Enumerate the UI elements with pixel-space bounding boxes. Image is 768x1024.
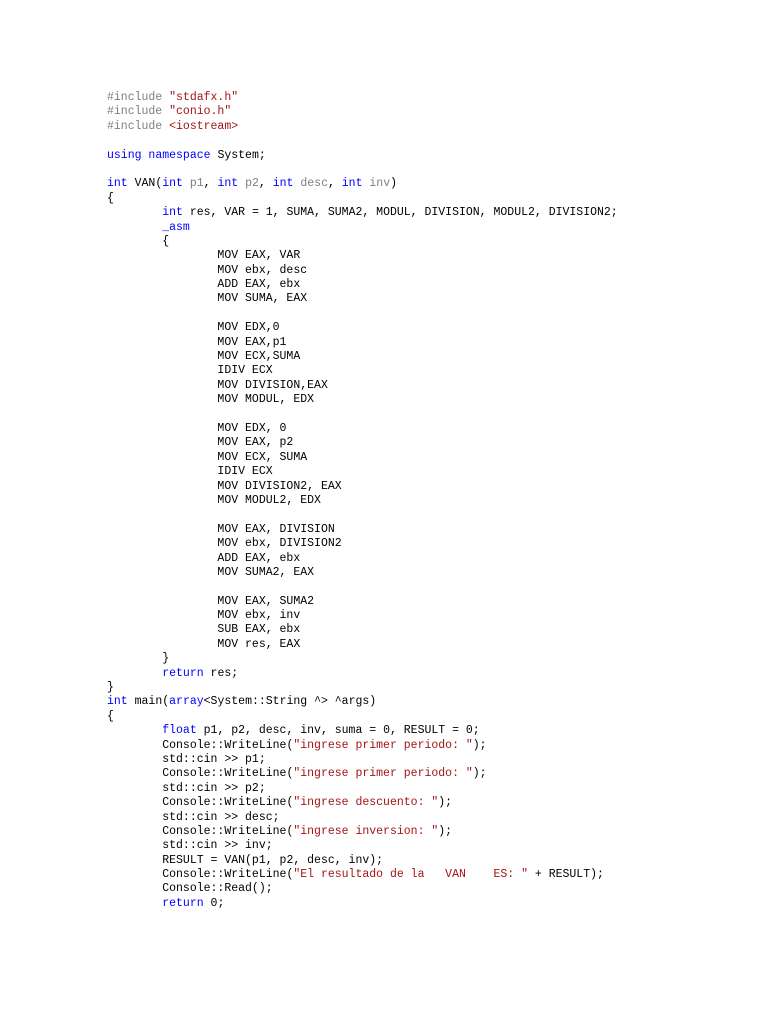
code-token-plain: main(: [127, 695, 170, 709]
code-token-plain: MOV EAX, VAR: [217, 249, 301, 263]
code-token-plain: ,: [258, 177, 273, 191]
code-line: [107, 767, 747, 781]
code-token-plain: MOV MODUL, EDX: [217, 393, 315, 407]
code-token-keyword: int: [217, 177, 239, 191]
code-line: [107, 149, 747, 163]
code-token-keyword: int: [272, 177, 294, 191]
code-line: [107, 278, 747, 292]
code-line: [107, 321, 747, 335]
code-line: [107, 609, 747, 623]
code-token-plain: MOV DIVISION2, EAX: [217, 479, 342, 493]
code-token-keyword: namespace: [148, 148, 211, 162]
code-token-plain: IDIV ECX: [217, 364, 273, 378]
code-indent: [107, 235, 162, 248]
code-token-plain: std::cin >> inv;: [162, 839, 273, 853]
code-line: [107, 206, 747, 220]
code-token-plain: {: [107, 709, 114, 723]
code-token-keyword: return: [162, 666, 204, 680]
code-token-plain: SUB EAX, ebx: [217, 623, 301, 637]
code-indent: [107, 278, 217, 291]
code-token-plain: ADD EAX, ebx: [217, 278, 301, 292]
code-token-plain: }: [162, 652, 170, 666]
code-indent: [107, 523, 217, 536]
code-line: [107, 120, 747, 134]
code-token-keyword: int: [107, 695, 128, 709]
code-indent: [107, 379, 217, 392]
code-token-plain: );: [438, 796, 453, 810]
code-line: [107, 667, 747, 681]
code-token-plain: MOV ECX,SUMA: [217, 350, 301, 364]
code-token-plain: );: [472, 738, 487, 752]
code-line: [107, 508, 747, 522]
code-token-string: "ingrese inversion: ": [293, 824, 439, 838]
code-line: [107, 480, 747, 494]
code-indent: [107, 465, 217, 478]
code-token-plain: MOV EAX,p1: [217, 335, 287, 349]
code-indent: [107, 494, 217, 507]
code-indent: [107, 537, 217, 550]
code-indent: [107, 451, 217, 464]
code-indent: [107, 350, 217, 363]
code-indent: [107, 868, 162, 881]
code-line: [107, 379, 747, 393]
code-token-plain: MOV SUMA, EAX: [217, 292, 308, 306]
code-token-plain: MOV ebx, desc: [217, 263, 308, 277]
code-token-plain: p1, p2, desc, inv, suma = 0, RESULT = 0;: [196, 724, 480, 738]
code-token-plain: Console::WriteLine(: [162, 767, 294, 781]
code-indent: [107, 652, 162, 665]
code-indent: [107, 839, 162, 852]
code-line: [107, 465, 747, 479]
code-token-plain: 0;: [203, 896, 225, 910]
code-token-plain: res;: [203, 666, 239, 680]
code-token-param: inv: [369, 177, 391, 191]
code-line: [107, 134, 747, 148]
code-line: [107, 868, 747, 882]
code-token-plain: MOV EDX, 0: [217, 421, 287, 435]
code-line: [107, 451, 747, 465]
code-line: [107, 494, 747, 508]
code-token-preprocessor: #include: [107, 105, 170, 119]
code-line: [107, 681, 747, 695]
code-token-plain: Console::WriteLine(: [162, 738, 294, 752]
code-indent: [107, 638, 217, 651]
code-line: [107, 724, 747, 738]
code-line: [107, 695, 747, 709]
code-line: [107, 436, 747, 450]
code-line: [107, 523, 747, 537]
code-token-plain: res, VAR = 1, SUMA, SUMA2, MODUL, DIVISION, MODUL2, DIVISION2;: [182, 206, 618, 220]
code-token-string: "ingrese primer periodo: ": [293, 767, 473, 781]
code-token-keyword: int: [162, 206, 183, 220]
code-token-preprocessor: #include: [107, 119, 170, 133]
code-token-plain: [183, 177, 190, 190]
code-token-plain: );: [438, 824, 453, 838]
code-indent: [107, 292, 217, 305]
code-line: [107, 235, 747, 249]
code-token-plain: }: [107, 681, 114, 695]
code-token-plain: MOV ebx, inv: [217, 609, 301, 623]
code-token-plain: );: [472, 767, 487, 781]
code-indent: [107, 480, 217, 493]
code-indent: [107, 897, 162, 910]
code-line: [107, 710, 747, 724]
code-line: [107, 638, 747, 652]
code-line: [107, 580, 747, 594]
code-token-plain: <System::String ^> ^args): [203, 695, 377, 709]
code-line: [107, 825, 747, 839]
code-line: [107, 652, 747, 666]
code-line: [107, 839, 747, 853]
code-line: [107, 552, 747, 566]
code-token-string: <iostream>: [169, 119, 239, 133]
code-token-plain: MOV EAX, SUMA2: [217, 594, 315, 608]
code-line: [107, 91, 747, 105]
code-line: [107, 566, 747, 580]
code-line: [107, 753, 747, 767]
code-token-plain: MOV EAX, DIVISION: [217, 522, 335, 536]
code-token-plain: Console::WriteLine(: [162, 824, 294, 838]
code-indent: [107, 739, 162, 752]
code-token-param: p1: [189, 177, 204, 191]
code-token-plain: MOV MODUL2, EDX: [217, 493, 321, 507]
code-indent: [107, 609, 217, 622]
code-token-keyword: int: [162, 177, 183, 191]
code-indent: [107, 566, 217, 579]
code-line: [107, 537, 747, 551]
code-line: [107, 307, 747, 321]
code-indent: [107, 753, 162, 766]
code-token-plain: ): [390, 177, 398, 191]
code-token-plain: MOV EAX, p2: [217, 436, 294, 450]
code-token-plain: Console::WriteLine(: [162, 796, 294, 810]
code-token-plain: Console::Read();: [162, 882, 273, 896]
code-indent: [107, 825, 162, 838]
code-indent: [107, 264, 217, 277]
code-line: [107, 249, 747, 263]
code-indent: [107, 667, 162, 680]
code-token-plain: VAN(: [127, 177, 163, 191]
code-indent: [107, 206, 162, 219]
code-indent: [107, 882, 162, 895]
code-line: [107, 408, 747, 422]
code-indent: [107, 393, 217, 406]
code-token-plain: IDIV ECX: [217, 465, 273, 479]
code-token-plain: Console::WriteLine(: [162, 868, 294, 882]
code-line: [107, 782, 747, 796]
code-token-string: "ingrese primer periodo: ": [293, 738, 473, 752]
code-token-string: "El resultado de la VAN ES: ": [293, 868, 528, 882]
code-token-plain: MOV res, EAX: [217, 637, 301, 651]
code-token-string: "conio.h": [169, 105, 232, 119]
code-token-plain: ,: [327, 177, 342, 191]
code-line: [107, 105, 747, 119]
code-indent: [107, 364, 217, 377]
code-line: [107, 350, 747, 364]
code-indent: [107, 336, 217, 349]
code-token-plain: MOV DIVISION,EAX: [217, 378, 328, 392]
code-line: [107, 192, 747, 206]
code-token-keyword: return: [162, 896, 204, 910]
code-token-keyword: array: [169, 695, 204, 709]
code-indent: [107, 221, 162, 234]
code-indent: [107, 796, 162, 809]
code-indent: [107, 321, 217, 334]
code-token-string: "ingrese descuento: ": [293, 796, 439, 810]
code-indent: [107, 595, 217, 608]
code-line: [107, 163, 747, 177]
code-token-plain: {: [162, 234, 170, 248]
code-token-plain: std::cin >> p1;: [162, 752, 266, 766]
code-line: [107, 292, 747, 306]
code-indent: [107, 422, 217, 435]
code-indent: [107, 854, 162, 867]
code-indent: [107, 552, 217, 565]
code-token-plain: MOV EDX,0: [217, 321, 280, 335]
code-line: [107, 595, 747, 609]
code-line: [107, 623, 747, 637]
code-token-plain: std::cin >> p2;: [162, 781, 266, 795]
code-indent: [107, 724, 162, 737]
code-line: [107, 796, 747, 810]
code-indent: [107, 249, 217, 262]
code-line: [107, 811, 747, 825]
code-indent: [107, 623, 217, 636]
code-line: [107, 364, 747, 378]
code-line: [107, 739, 747, 753]
code-line: [107, 336, 747, 350]
code-indent: [107, 767, 162, 780]
code-token-plain: MOV ECX, SUMA: [217, 450, 308, 464]
code-token-plain: MOV SUMA2, EAX: [217, 565, 315, 579]
code-token-preprocessor: #include: [107, 91, 170, 104]
code-line: [107, 177, 747, 191]
code-indent: [107, 811, 162, 824]
code-line: [107, 882, 747, 896]
code-token-plain: ADD EAX, ebx: [217, 551, 301, 565]
code-token-string: "stdafx.h": [169, 91, 239, 104]
code-token-plain: {: [107, 191, 114, 205]
code-line: [107, 221, 747, 235]
code-line: [107, 897, 747, 911]
code-token-keyword: using: [107, 148, 142, 162]
code-token-plain: std::cin >> desc;: [162, 810, 280, 824]
code-token-plain: System;: [210, 148, 266, 162]
code-line: [107, 264, 747, 278]
code-indent: [107, 782, 162, 795]
code-listing: [107, 91, 747, 911]
code-token-param: desc: [300, 177, 328, 191]
code-token-plain: + RESULT);: [527, 868, 604, 882]
code-line: [107, 422, 747, 436]
code-indent: [107, 436, 217, 449]
code-token-plain: RESULT = VAN(p1, p2, desc, inv);: [162, 853, 384, 867]
code-token-plain: MOV ebx, DIVISION2: [217, 537, 342, 551]
code-line: [107, 393, 747, 407]
code-token-param: p2: [245, 177, 259, 191]
code-token-keyword: int: [341, 177, 363, 191]
code-token-keyword: _asm: [162, 220, 190, 234]
code-token-keyword: float: [162, 724, 197, 738]
code-token-keyword: int: [107, 177, 128, 191]
code-token-plain: ,: [203, 177, 218, 191]
code-line: [107, 854, 747, 868]
